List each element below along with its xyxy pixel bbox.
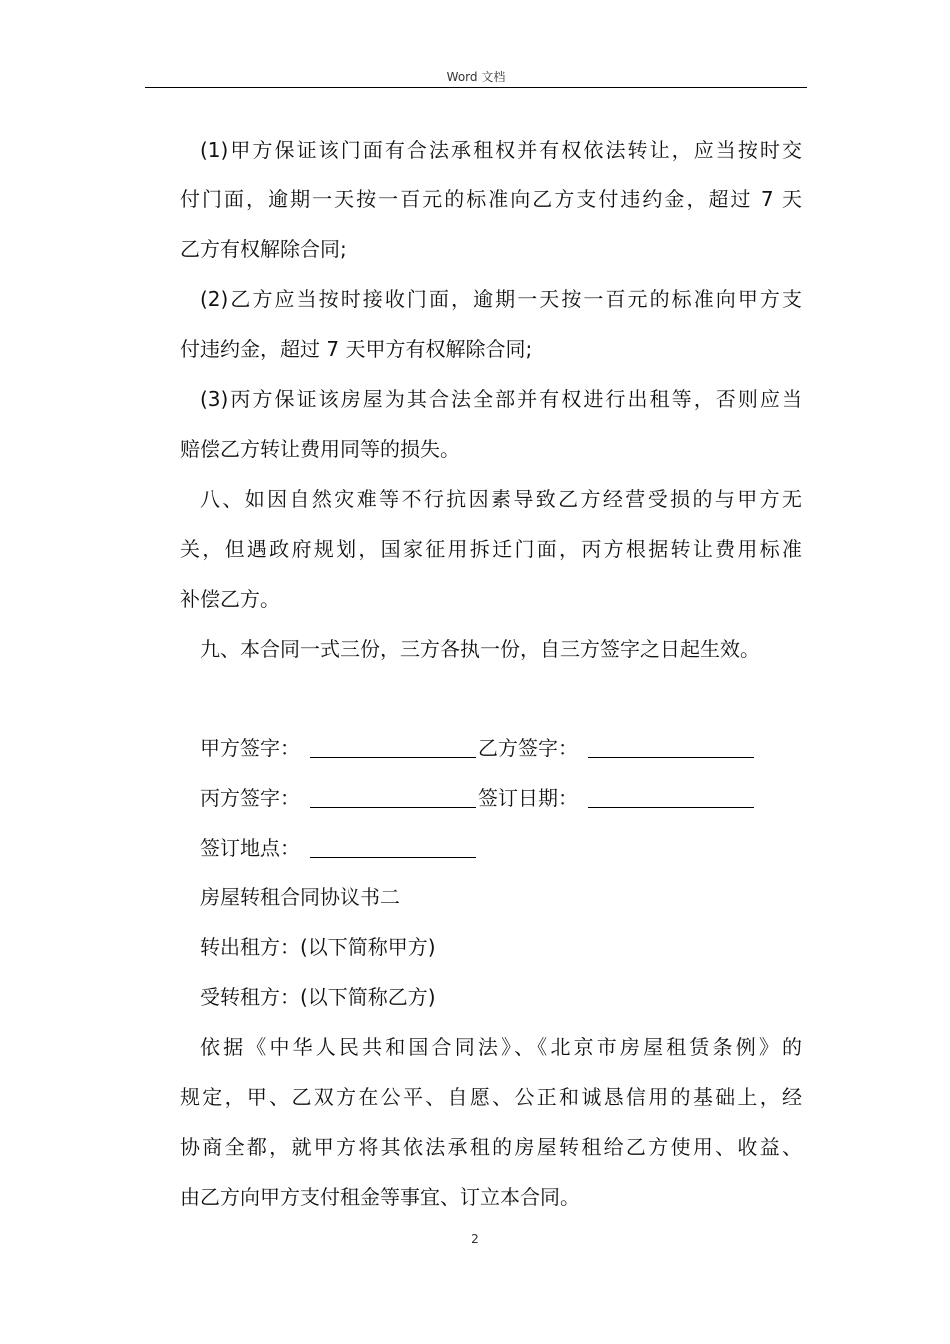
clause8-line2: 关，但遇政府规划，国家征用拆迁门面，丙方根据转让费用标准 bbox=[180, 537, 802, 561]
sign-date-label: 签订日期： bbox=[478, 786, 578, 810]
sign-place-label: 签订地点： bbox=[200, 836, 300, 860]
party-a-signature-label: 甲方签字： bbox=[200, 736, 300, 760]
clause7-item1-line1: (1)甲方保证该门面有合法承租权并有权依法转让，应当按时交 bbox=[200, 138, 802, 162]
clause7-item3-line1: (3)丙方保证该房屋为其合法全部并有权进行出租等，否则应当 bbox=[200, 387, 802, 411]
party-a-signature-blank bbox=[310, 757, 476, 758]
clause8-line1: 八、如因自然灾难等不行抗因素导致乙方经营受损的与甲方无 bbox=[200, 487, 802, 511]
clause7-item2-line2: 付违约金，超过 7 天甲方有权解除合同; bbox=[180, 337, 533, 361]
contract2-preamble-line1: 依据《中华人民共和国合同法》、《北京市房屋租赁条例》的 bbox=[200, 1035, 802, 1059]
clause8-line3: 补偿乙方。 bbox=[180, 587, 280, 611]
header-rule bbox=[145, 87, 807, 88]
party-c-signature-blank bbox=[310, 807, 476, 808]
party-b-signature-blank bbox=[588, 757, 754, 758]
clause7-item1-line2: 付门面，逾期一天按一百元的标准向乙方支付违约金，超过 7 天 bbox=[180, 187, 802, 211]
contract2-title: 房屋转租合同协议书二 bbox=[200, 885, 400, 909]
contract2-sublessor: 转出租方：(以下简称甲方) bbox=[200, 935, 436, 959]
party-b-signature-label: 乙方签字： bbox=[478, 736, 578, 760]
contract2-preamble-line2: 规定，甲、乙双方在公平、自愿、公正和诚恳信用的基础上，经 bbox=[180, 1085, 802, 1109]
party-c-signature-label: 丙方签字： bbox=[200, 786, 300, 810]
contract2-sublessee: 受转租方：(以下简称乙方) bbox=[200, 985, 436, 1009]
page-number: 2 bbox=[471, 1232, 479, 1246]
contract2-preamble-line3: 协商全都，就甲方将其依法承租的房屋转租给乙方使用、收益、 bbox=[180, 1135, 802, 1159]
sign-place-blank bbox=[310, 857, 476, 858]
clause7-item2-line1: (2)乙方应当按时接收门面，逾期一天按一百元的标准向甲方支 bbox=[200, 287, 802, 311]
page-header: Word 文档 bbox=[446, 70, 506, 84]
contract2-preamble-line4: 由乙方向甲方支付租金等事宜、订立本合同。 bbox=[180, 1185, 580, 1209]
clause7-item3-line2: 赔偿乙方转让费用同等的损失。 bbox=[180, 437, 460, 461]
clause9-line1: 九、本合同一式三份，三方各执一份，自三方签字之日起生效。 bbox=[200, 637, 760, 661]
clause7-item1-line3: 乙方有权解除合同; bbox=[180, 237, 347, 261]
sign-date-blank bbox=[588, 807, 754, 808]
